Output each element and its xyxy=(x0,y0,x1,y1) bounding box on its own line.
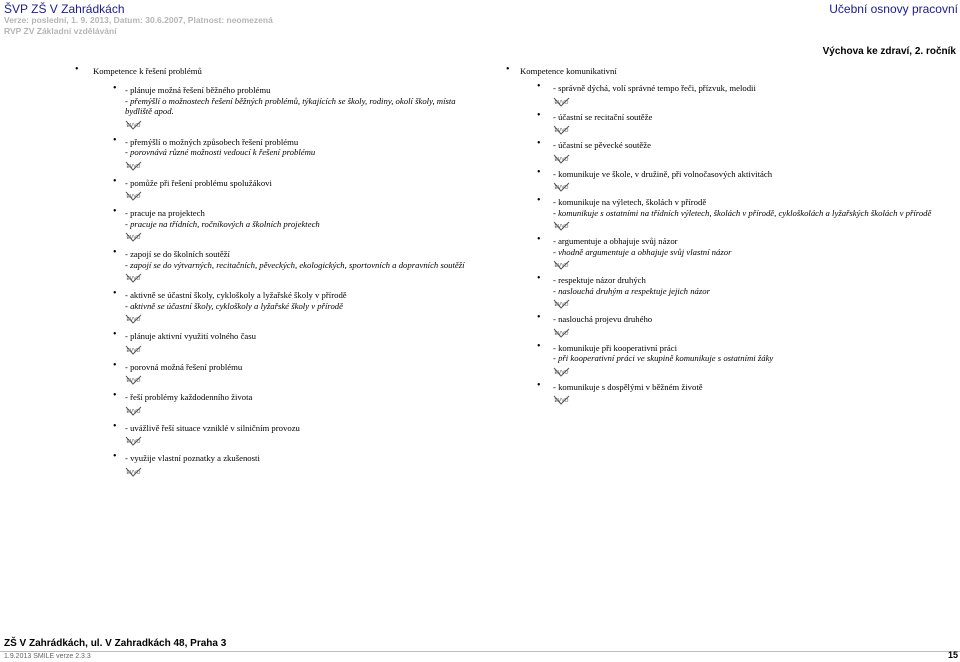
evvo-icon-label: EVVO xyxy=(554,185,569,191)
page-number: 15 xyxy=(947,650,958,660)
evvo-icon-label: EVVO xyxy=(126,439,141,445)
list-item xyxy=(508,140,958,164)
item-title: • - řeší problémy každodenního života xyxy=(125,392,253,402)
evvo-icon xyxy=(125,313,142,324)
list-item xyxy=(0,392,480,416)
item-title: • - naslouchá projevu druhého xyxy=(553,314,653,324)
evvo-icon xyxy=(125,272,142,283)
item-description: - zapojí se do výtvarných, recitačních, pěveckých, ekologických, sportovních a dopravních soutěží xyxy=(125,259,465,270)
evvo-icon xyxy=(553,394,570,405)
list-item xyxy=(0,423,480,447)
list-item xyxy=(0,453,480,477)
item-title: • - správně dýchá, volí správné tempo řeči, přízvuk, melodii xyxy=(553,83,756,93)
evvo-icon xyxy=(553,96,570,107)
item-description: - porovnává různé možnosti vedoucí k řešení problému xyxy=(125,147,316,157)
section-title: • Kompetence komunikativní xyxy=(508,66,958,78)
list-item xyxy=(0,85,480,130)
footer-date: 1.9.2013 SMILE verze 2.3.3 xyxy=(4,653,91,660)
subject-title: Výchova ke zdraví, 2. ročník xyxy=(822,46,956,57)
evvo-icon-label: EVVO xyxy=(126,194,141,200)
evvo-icon-label: EVVO xyxy=(554,302,569,308)
item-title: • - komunikuje při kooperativní práci xyxy=(553,342,678,353)
list-item xyxy=(508,112,958,136)
item-description: - přemýšlí o možnostech řešení běžných problémů, týkajících se školy, rodiny, okolí školy, místa bydliště apod. xyxy=(125,95,456,116)
evvo-icon xyxy=(125,231,142,242)
evvo-icon-label: EVVO xyxy=(126,317,141,323)
left-column xyxy=(0,66,480,477)
left-items xyxy=(0,85,480,477)
list-item xyxy=(0,331,480,355)
evvo-icon xyxy=(125,190,142,201)
header-version: Verze: poslední, 1. 9. 2013, Datum: 30.6.2007, Platnost: neomezená xyxy=(4,15,273,25)
list-item xyxy=(508,236,958,270)
item-description: - komunikuje s ostatními na třídních výletech, školách v přírodě, cykloškolách a lyžařských školách v přírodě xyxy=(553,207,932,218)
item-title: • - argumentuje a obhajuje svůj názor xyxy=(553,236,678,246)
list-item xyxy=(508,197,958,231)
list-item xyxy=(508,314,958,338)
item-description: - naslouchá druhým a respektuje jejich názor xyxy=(553,285,710,296)
evvo-icon-label: EVVO xyxy=(554,330,569,337)
header-right-title: Učební osnovy pracovní xyxy=(829,2,958,16)
evvo-icon xyxy=(553,153,570,164)
item-title: • - pracuje na projektech xyxy=(125,208,205,218)
evvo-icon xyxy=(125,374,142,385)
footer-school: ZŠ V Zahrádkách, ul. V Zahradkách 48, Praha 3 xyxy=(4,638,227,649)
item-title: • - plánuje možná řešení běžného problému xyxy=(125,85,271,95)
evvo-icon xyxy=(553,181,570,192)
item-description: - při kooperativní práci ve skupině komunikuje s ostatními žáky xyxy=(553,353,774,363)
item-title: • - plánuje aktivní využití volného času xyxy=(125,331,257,341)
list-item xyxy=(0,137,480,171)
evvo-icon-label: EVVO xyxy=(126,163,141,170)
evvo-icon-label: EVVO xyxy=(126,378,141,384)
evvo-icon xyxy=(553,124,570,135)
evvo-icon xyxy=(553,327,570,338)
evvo-icon-label: EVVO xyxy=(126,235,141,241)
item-description: - pracuje na třídních, ročníkových a školních projektech xyxy=(125,218,320,229)
evvo-icon xyxy=(125,405,142,416)
evvo-icon xyxy=(125,344,142,355)
evvo-icon-label: EVVO xyxy=(554,224,569,230)
list-item xyxy=(0,290,480,324)
evvo-icon xyxy=(553,220,570,231)
list-item xyxy=(0,249,480,283)
evvo-icon xyxy=(553,366,570,377)
item-title: • - porovná možná řešení problému xyxy=(125,361,243,372)
list-item xyxy=(0,208,480,242)
right-column xyxy=(508,66,958,405)
list-item xyxy=(508,83,958,107)
evvo-icon-label: EVVO xyxy=(554,128,569,134)
item-title: • - komunikuje na výletech, školách v přírodě xyxy=(553,197,707,207)
header-rvp: RVP ZV Základní vzdělávání xyxy=(4,26,117,36)
evvo-icon xyxy=(125,119,142,130)
evvo-icon-label: EVVO xyxy=(554,156,569,163)
evvo-icon xyxy=(125,435,142,446)
list-item xyxy=(508,343,958,377)
evvo-icon-label: EVVO xyxy=(554,263,569,269)
item-title: • - komunikuje s dospělými v běžném životě xyxy=(553,381,703,392)
evvo-icon-label: EVVO xyxy=(554,398,569,404)
item-title: • - zapojí se do školních soutěží xyxy=(125,249,230,259)
right-items xyxy=(508,83,958,405)
item-description: - aktivně se účastní školy, cykloškoly a lyžařské školy v přírodě xyxy=(125,300,344,311)
evvo-icon-label: EVVO xyxy=(126,408,141,415)
item-title: • - respektuje názor druhých xyxy=(553,275,646,285)
section-title: • Kompetence k řešení problémů xyxy=(0,66,480,78)
evvo-icon-label: EVVO xyxy=(554,99,569,106)
list-item xyxy=(508,382,958,406)
evvo-icon-label: EVVO xyxy=(126,276,141,282)
item-title: • - přemýšlí o možných způsobech řešení problému xyxy=(125,136,299,147)
evvo-icon-label: EVVO xyxy=(126,122,141,129)
list-item xyxy=(508,275,958,309)
item-title: • - aktivně se účastní školy, cykloškoly a lyžařské školy v přírodě xyxy=(125,290,347,300)
item-title: • - pomůže při řešení problému spolužákovi xyxy=(125,177,272,188)
item-title: • - uvážlivě řeší situace vzniklé v silničním provozu xyxy=(125,422,300,433)
list-item xyxy=(0,178,480,202)
evvo-icon xyxy=(553,259,570,270)
item-title: • - využije vlastní poznatky a zkušenosti xyxy=(125,453,260,463)
header-title: ŠVP ZŠ V Zahrádkách xyxy=(4,2,125,16)
item-description: - vhodně argumentuje a obhajuje svůj vlastní názor xyxy=(553,246,732,257)
evvo-icon xyxy=(553,298,570,309)
list-item xyxy=(508,169,958,193)
evvo-icon-label: EVVO xyxy=(554,369,569,376)
item-title: • - účastní se pěvecké soutěže xyxy=(553,140,651,150)
evvo-icon xyxy=(125,466,142,477)
evvo-icon-label: EVVO xyxy=(126,469,141,476)
evvo-icon-label: EVVO xyxy=(126,347,141,354)
evvo-icon xyxy=(125,160,142,171)
item-title: • - účastní se recitační soutěže xyxy=(553,111,653,122)
list-item xyxy=(0,362,480,386)
footer-divider xyxy=(0,651,960,652)
item-title: • - komunikuje ve škole, v družině, při volnočasových aktivitách xyxy=(553,168,773,179)
